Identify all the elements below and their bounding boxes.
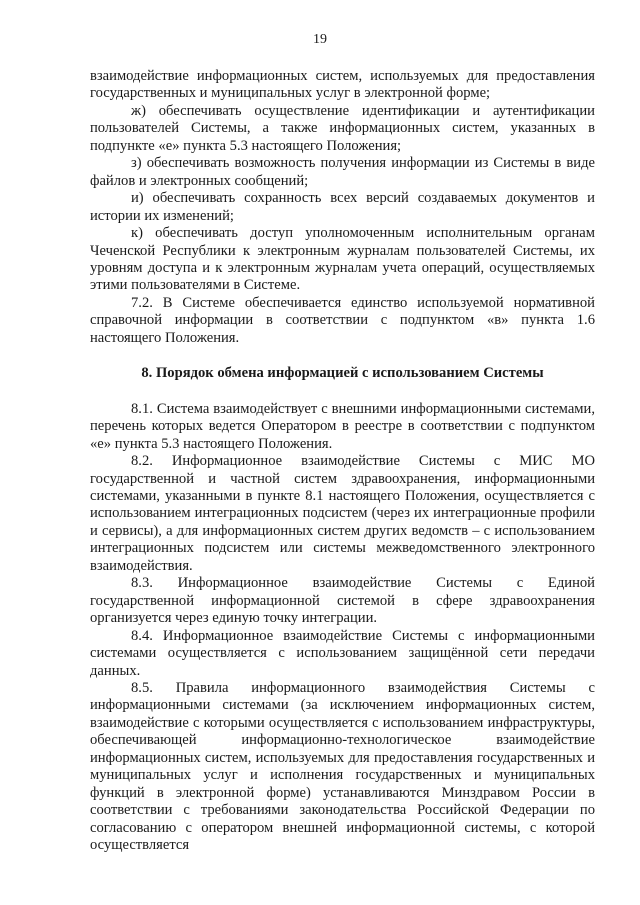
paragraph: з) обеспечивать возможность получения информации из Системы в виде файлов и электронных сообщений; (90, 155, 595, 189)
page-number: 19 (313, 32, 327, 47)
paragraph: 8.2. Информационное взаимодействие Системы с МИС МО государственной и частной систем здравоохранения, информационными системами, указанными в пункте 8.1 настоящего Положения, осуществляется с использованием интеграционных подсистем (через их интеграционные профили и сервисы), а для информационных систем других ведомств – с использованием интеграционных подсистем или системы межведомственного электронного взаимодействия. (90, 453, 595, 574)
section-heading: 8. Порядок обмена информацией с использованием Системы (141, 365, 544, 382)
paragraph: 8.5. Правила информационного взаимодействия Системы с информационными системами (за исключением информационных систем, взаимодействие с которыми осуществляется с использованием инфраструктуры, обеспечивающей информационно-технологическое взаимодействие информационных систем, используемых для предоставления государственных и муниципальных услуг и исполнения государственных и муниципальных функций в электронной форме) устанавливаются Минздравом России в соответствии с требованиями законодательства Российской Федерации по согласованию с оператором внешней информационной системы, с которой осуществляется (90, 679, 595, 854)
paragraph: к) обеспечивать доступ уполномоченным исполнительным органам Чеченской Республики к электронным журналам пользователей Системы, их уровням доступа и к электронным журналам учета операций, осуществляемых этими пользователями в Системе. (90, 225, 595, 294)
paragraph: ж) обеспечивать осуществление идентификации и аутентификации пользователей Системы, а также информационных систем, указанных в подпункте «е» пункта 5.3 настоящего Положения; (90, 102, 595, 154)
paragraph: 8.4. Информационное взаимодействие Системы с информационными системами осуществляется с использованием защищённой сети передачи данных. (90, 627, 595, 679)
paragraph: взаимодействие информационных систем, используемых для предоставления государственных и муниципальных услуг в электронной форме; (90, 68, 595, 102)
paragraph: и) обеспечивать сохранность всех версий создаваемых документов и истории их изменений; (90, 190, 595, 224)
page-content (90, 68, 595, 854)
paragraph: 8.1. Система взаимодействует с внешними информационными системами, перечень которых ведется Оператором в реестре в соответствии с подпунктом «е» пункта 5.3 настоящего Положения. (90, 400, 595, 452)
paragraph: 7.2. В Системе обеспечивается единство используемой нормативной справочной информации в соответствии с подпунктом «в» пункта 1.6 настоящего Положения. (90, 294, 595, 346)
paragraph: 8.3. Информационное взаимодействие Системы с Единой государственной информационной системой в сфере здравоохранения организуется через единую точку интеграции. (90, 575, 595, 627)
